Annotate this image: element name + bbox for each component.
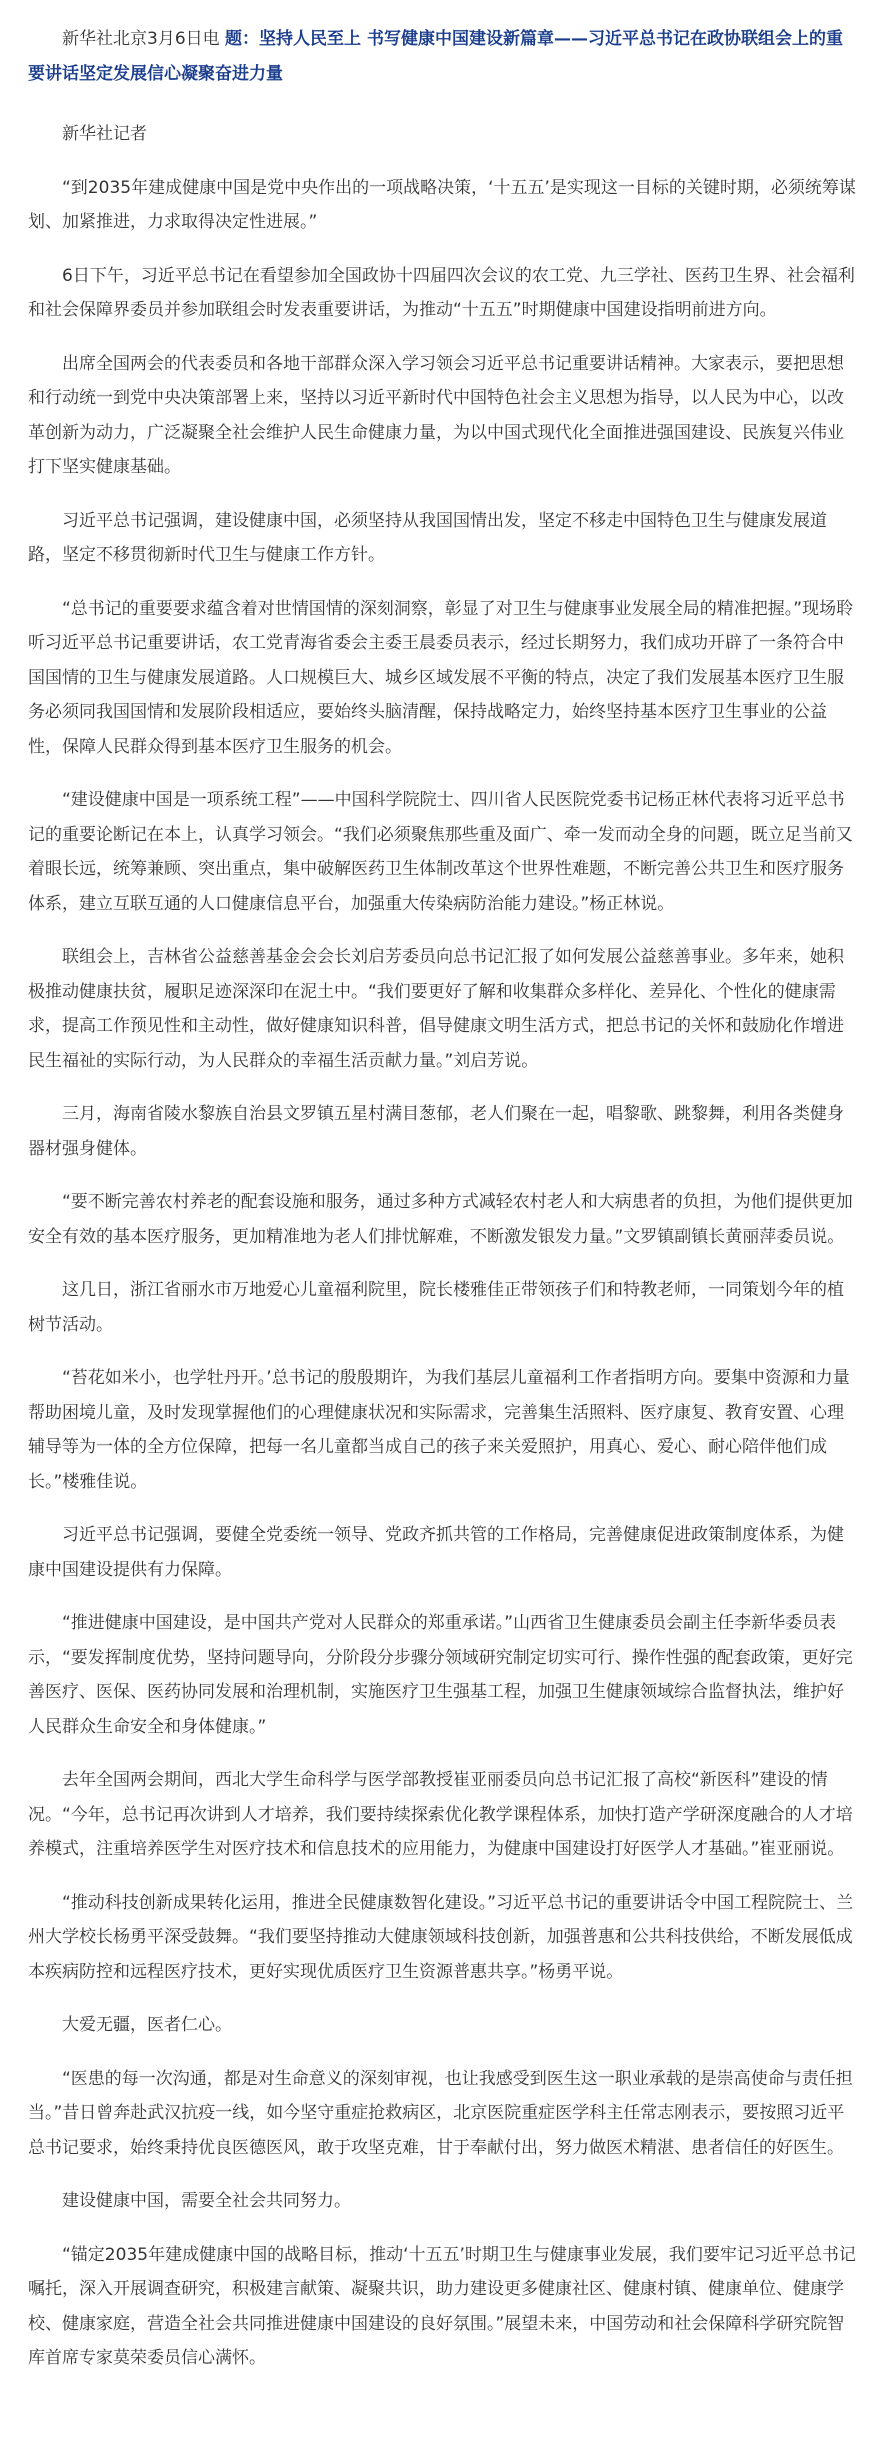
paragraph: 习近平总书记强调，建设健康中国，必须坚持从我国国情出发，坚定不移走中国特色卫生与健康发展道路，坚定不移贯彻新时代卫生与健康工作方针。 [28,510,827,565]
paragraph: “建设健康中国是一项系统工程”——中国科学院院士、四川省人民医院党委书记杨正林代表将习近平总书记的重要论断记在本上，认真学习领会。“我们必须聚焦那些重及面广、牵一发而动全身的问题，既立足当前又着眼长远，统筹兼顾、突出重点，集中破解医药卫生体制改革这个世界性难题，不断完善公共卫生和医疗服务体系，建立互联互通的人口健康信息平台，加强重大传染病防治能力建设。”杨正林说。 [28,790,853,914]
paragraph: 大爱无疆，医者仁心。 [62,2015,232,2035]
headline-text: 坚持人民至上 书写健康中国建设新篇章——习近平总书记在政协联组会上的重要讲话坚定发展信心凝聚奋进力量 [28,29,843,84]
paragraph: 建设健康中国，需要全社会共同努力。 [62,2191,351,2211]
paragraph: 去年全国两会期间，西北大学生命科学与医学部教授崔亚丽委员向总书记汇报了高校“新医科”建设的情况。“今年，总书记再次讲到人才培养，我们要持续探索优化教学课程体系，加快打造产学研深度融合的人才培养模式，注重培养医学生对医疗技术和信息技术的应用能力，为健康中国建设打好医学人才基础。”崔亚丽说。 [28,1770,853,1859]
article-lead [28,22,859,91]
paragraph: 出席全国两会的代表委员和各地干部群众深入学习领会习近平总书记重要讲话精神。大家表示，要把思想和行动统一到党中央决策部署上来，坚持以习近平新时代中国特色社会主义思想为指导，以人民为中心，以改革创新为动力，广泛凝聚全社会维护人民生命健康力量，为以中国式现代化全面推进强国建设、民族复兴伟业打下坚实健康基础。 [28,353,844,477]
dateline: 新华社北京3月6日电 [62,29,220,49]
paragraph: “推进健康中国建设，是中国共产党对人民群众的郑重承诺。”山西省卫生健康委员会副主任李新华委员表示，“要发挥制度优势，坚持问题导向，分阶段分步骤分领域研究制定切实可行、操作性强的配套政策，更好完善医疗、医保、医药协同发展和治理机制，实施医疗卫生强基工程，加强卫生健康领域综合监督执法，维护好人民群众生命安全和身体健康。” [28,1613,853,1737]
paragraph: “医患的每一次沟通，都是对生命意义的深刻审视，也让我感受到医生这一职业承载的是崇高使命与责任担当。”昔日曾奔赴武汉抗疫一线，如今坚守重症抢救病区，北京医院重症医学科主任常志刚表示，要按照习近平总书记要求，始终秉持优良医德医风，敢于攻坚克难，甘于奉献付出，努力做医术精湛、患者信任的好医生。 [28,2068,853,2158]
paragraph: “锚定2035年建成健康中国的战略目标，推动‘十五五’时期卫生与健康事业发展，我们要牢记习近平总书记嘱托，深入开展调查研究，积极建言献策、凝聚共识，助力建设更多健康社区、健康村镇、健康单位、健康学校、健康家庭，营造全社会共同推进健康中国建设的良好氛围。”展望未来，中国劳动和社会保障科学研究院智库首席专家莫荣委员信心满怀。 [28,2244,856,2368]
paragraph: 6日下午，习近平总书记在看望参加全国政协十四届四次会议的农工党、九三学社、医药卫生界、社会福利和社会保障界委员并参加联组会时发表重要讲话，为推动“十五五”时期健康中国建设指明前进方向。 [28,265,855,320]
paragraph: 联组会上，吉林省公益慈善基金会会长刘启芳委员向总书记汇报了如何发展公益慈善事业。多年来，她积极推动健康扶贫，履职足迹深深印在泥土中。“我们要更好了解和收集群众多样化、差异化、个性化的健康需求，提高工作预见性和主动性，做好健康知识科普，倡导健康文明生活方式，把总书记的关怀和鼓励化作增进民生福祉的实际行动，为人民群众的幸福生活贡献力量。”刘启芳说。 [28,947,844,1071]
paragraph: 习近平总书记强调，要健全党委统一领导、党政齐抓共管的工作格局，完善健康促进政策制度体系，为健康中国建设提供有力保障。 [28,1525,844,1580]
headline-prefix: 题： [225,29,260,49]
paragraph: 三月，海南省陵水黎族自治县文罗镇五星村满目葱郁，老人们聚在一起，唱黎歌、跳黎舞，利用各类健身器材强身健体。 [28,1104,844,1159]
paragraph: “苔花如米小，也学牡丹开。’总书记的殷殷期许，为我们基层儿童福利工作者指明方向。要集中资源和力量帮助困境儿童，及时发现掌握他们的心理健康状况和实际需求，完善集生活照料、医疗康复、教育安置、心理辅导等为一体的全方位保障，把每一名儿童都当成自己的孩子来关爱照护，用真心、爱心、耐心陪伴他们成长。”楼雅佳说。 [28,1368,850,1492]
paragraph: “总书记的重要要求蕴含着对世情国情的深刻洞察，彰显了对卫生与健康事业发展全局的精准把握。”现场聆听习近平总书记重要讲话，农工党青海省委会主委王晨委员表示，经过长期努力，我们成功开辟了一条符合中国国情的卫生与健康发展道路。人口规模巨大、城乡区域发展不平衡的特点，决定了我们发展基本医疗卫生服务必须同我国国情和发展阶段相适应，要始终头脑清醒，保持战略定力，始终坚持基本医疗卫生事业的公益性，保障人民群众得到基本医疗卫生服务的机会。 [28,598,854,757]
paragraph: “要不断完善农村养老的配套设施和服务，通过多种方式减轻农村老人和大病患者的负担，为他们提供更加安全有效的基本医疗服务，更加精准地为老人们排忧解难，不断激发银发力量。”文罗镇副镇长黄丽萍委员说。 [28,1192,853,1247]
paragraph: “到2035年建成健康中国是党中央作出的一项战略决策，‘十五五’是实现这一目标的关键时期，必须统筹谋划、加紧推进，力求取得决定性进展。” [28,177,856,232]
paragraph: 这几日，浙江省丽水市万地爱心儿童福利院里，院长楼雅佳正带领孩子们和特教老师，一同策划今年的植树节活动。 [28,1280,844,1335]
byline: 新华社记者 [62,124,147,144]
paragraph: “推动科技创新成果转化运用，推进全民健康数智化建设。”习近平总书记的重要讲话令中国工程院院士、兰州大学校长杨勇平深受鼓舞。“我们要坚持推动大健康领域科技创新，加强普惠和公共科技供给，不断发展低成本疾病防控和远程医疗技术，更好实现优质医疗卫生资源普惠共享。”杨勇平说。 [28,1892,854,1982]
